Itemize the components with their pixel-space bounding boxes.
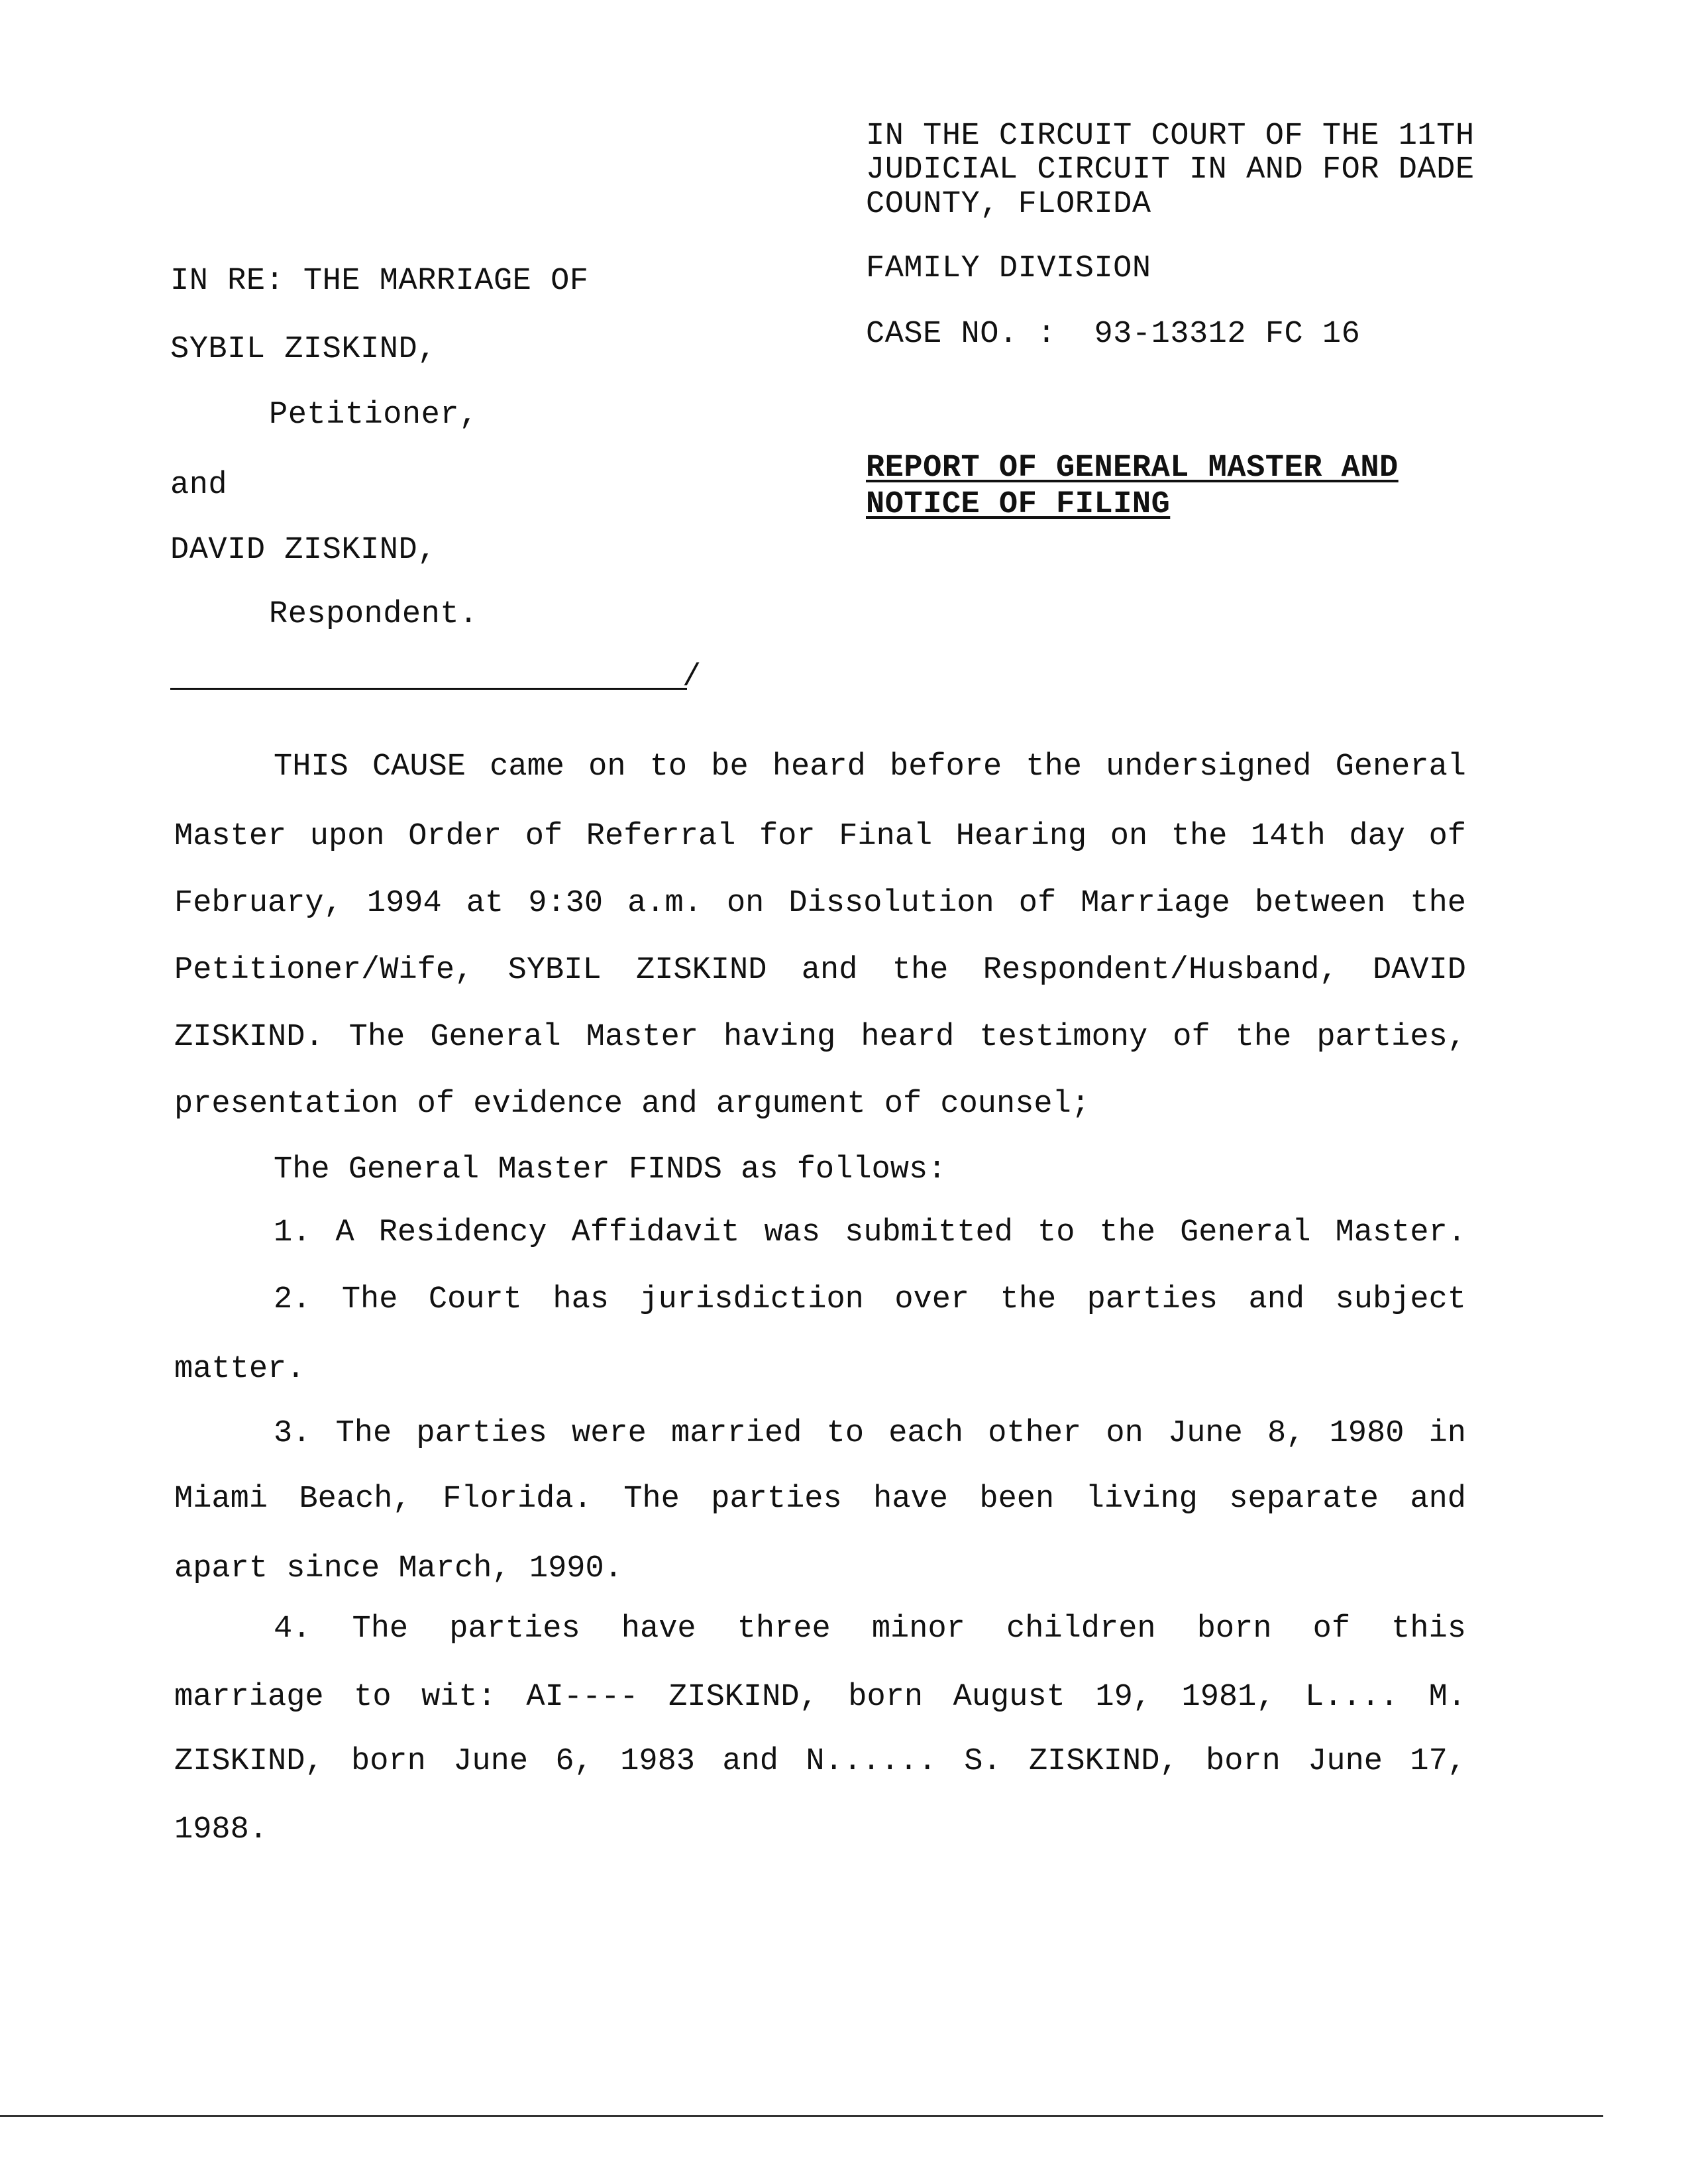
body-line: The General Master FINDS as follows:	[274, 1152, 947, 1187]
court-header-line-2: JUDICIAL CIRCUIT IN AND FOR DADE	[866, 152, 1475, 188]
division: FAMILY DIVISION	[866, 251, 1151, 286]
document-title-line-2: NOTICE OF FILING	[866, 487, 1171, 522]
body-line: Master upon Order of Referral for Final Hearing on the 14th day of	[174, 819, 1466, 854]
finding-4: 4. The parties have three minor children born of this	[274, 1611, 1466, 1647]
body-line: matter.	[174, 1352, 305, 1387]
court-header-line-1: IN THE CIRCUIT COURT OF THE 11TH	[866, 119, 1475, 154]
document-title-line-1: REPORT OF GENERAL MASTER AND	[866, 451, 1399, 486]
caption-and: and	[170, 468, 228, 503]
finding-2: 2. The Court has jurisdiction over the parties and subject	[274, 1282, 1466, 1317]
body-line: marriage to wit: AI---- ZISKIND, born August 19, 1981, L.... M.	[174, 1680, 1466, 1715]
caption-respondent-role: Respondent.	[269, 597, 478, 632]
body-line: THIS CAUSE came on to be heard before the undersigned General	[274, 749, 1466, 785]
finding-3: 3. The parties were married to each other on June 8, 1980 in	[274, 1416, 1466, 1451]
caption-petitioner-name: SYBIL ZISKIND,	[170, 332, 437, 367]
caption-respondent-name: DAVID ZISKIND,	[170, 533, 437, 568]
body-line: Miami Beach, Florida. The parties have been living separate and	[174, 1482, 1466, 1517]
body-line: ZISKIND, born June 6, 1983 and N...... S. ZISKIND, born June 17,	[174, 1744, 1466, 1779]
body-line: presentation of evidence and argument of counsel;	[174, 1087, 1090, 1122]
caption-rule	[170, 688, 687, 690]
caption-in-re: IN RE: THE MARRIAGE OF	[170, 264, 589, 299]
body-line: Petitioner/Wife, SYBIL ZISKIND and the Respondent/Husband, DAVID	[174, 953, 1466, 988]
caption-slash: /	[682, 660, 702, 695]
case-number: CASE NO. : 93-13312 FC 16	[866, 317, 1361, 352]
finding-1: 1. A Residency Affidavit was submitted to the General Master.	[274, 1215, 1466, 1250]
body-line: apart since March, 1990.	[174, 1551, 623, 1586]
body-line: ZISKIND. The General Master having heard testimony of the parties,	[174, 1020, 1466, 1055]
body-line: 1988.	[174, 1812, 268, 1847]
body-line: February, 1994 at 9:30 a.m. on Dissolution of Marriage between the	[174, 886, 1466, 921]
caption-petitioner-role: Petitioner,	[269, 398, 478, 433]
page-bottom-rule	[0, 2115, 1603, 2117]
court-header-line-3: COUNTY, FLORIDA	[866, 187, 1151, 222]
